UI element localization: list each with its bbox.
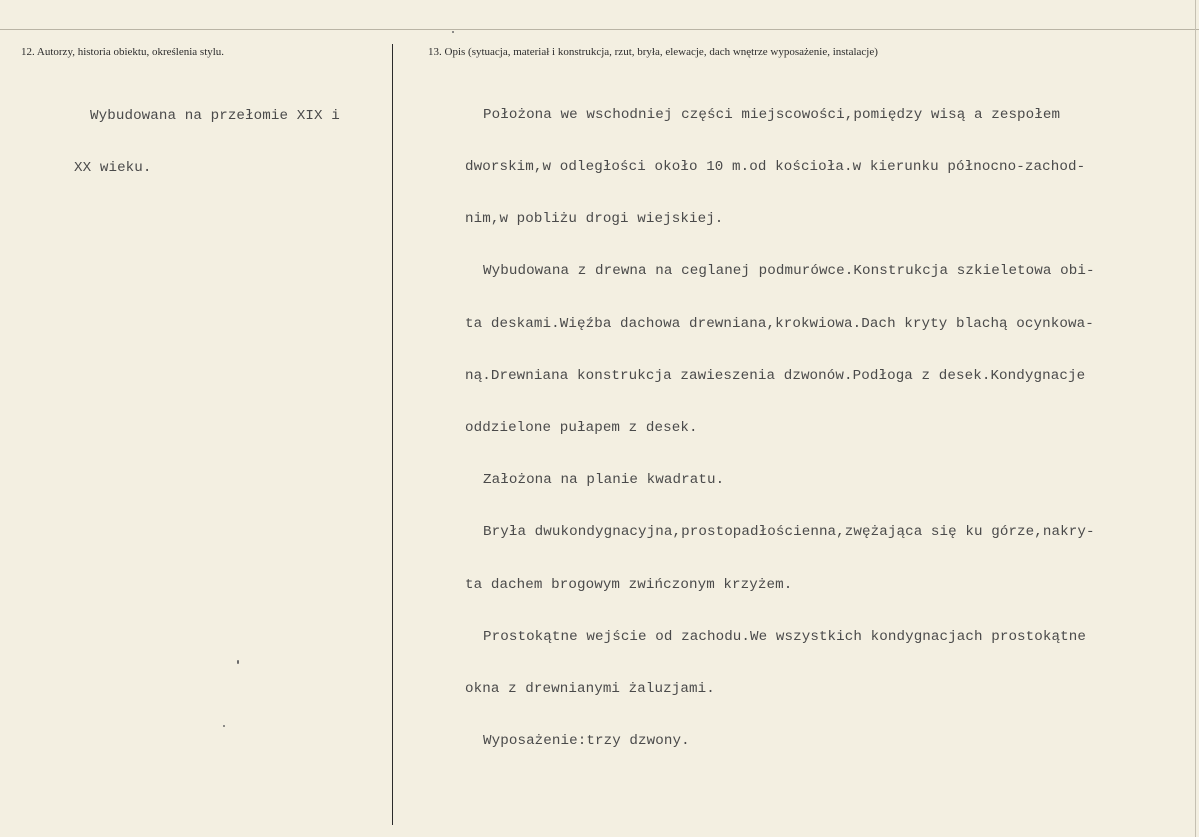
top-edge-line <box>0 29 1199 30</box>
text-line: ta dachem brogowym zwińczonym krzyżem. <box>465 576 793 593</box>
paper-speck <box>237 660 239 664</box>
text-line: Bryła dwukondygnacyjna,prostopadłościenna,zwężająca się ku górze,nakry- <box>483 524 1095 541</box>
text-line: Położona we wschodniej części miejscowości,pomiędzy wisą a zespołem <box>483 106 1061 123</box>
text-line: Wybudowana z drewna na ceglanej podmurówce.Konstrukcja szkieletowa obi- <box>483 263 1095 280</box>
text-line: Założona na planie kwadratu. <box>483 472 725 489</box>
section-13-header: 13. Opis (sytuacja, materiał i konstrukcja, rzut, bryła, elewacje, dach wnętrze wyposażenie, instalacje) <box>428 46 878 58</box>
text-line: nim,w pobliżu drogi wiejskiej. <box>465 211 724 228</box>
text-line: ną.Drewniana konstrukcja zawieszenia dzwonów.Podłoga z desek.Kondygnacje <box>465 367 1086 384</box>
text-line: Prostokątne wejście od zachodu.We wszystkich kondygnacjach prostokątne <box>483 628 1086 645</box>
text-line: XX wieku. <box>74 160 152 177</box>
text-line: ta deskami.Więźba dachowa drewniana,krokwiowa.Dach kryty blachą ocynkowa- <box>465 315 1094 332</box>
paper-speck <box>223 725 225 727</box>
section-13-text <box>465 72 1095 785</box>
text-line: okna z drewnianymi żaluzjami. <box>465 681 715 698</box>
section-12-text <box>74 73 340 212</box>
right-edge-line <box>1195 0 1196 837</box>
text-line: Wybudowana na przełomie XIX i <box>90 107 340 124</box>
paper-speck <box>452 31 454 33</box>
column-divider <box>392 44 393 825</box>
text-line: Wyposażenie:trzy dzwony. <box>483 733 690 750</box>
text-line: oddzielone pułapem z desek. <box>465 420 698 437</box>
section-12-header: 12. Autorzy, historia obiektu, określenia stylu. <box>21 46 225 58</box>
text-line: dworskim,w odległości około 10 m.od kościoła.w kierunku północno-zachod- <box>465 159 1086 176</box>
